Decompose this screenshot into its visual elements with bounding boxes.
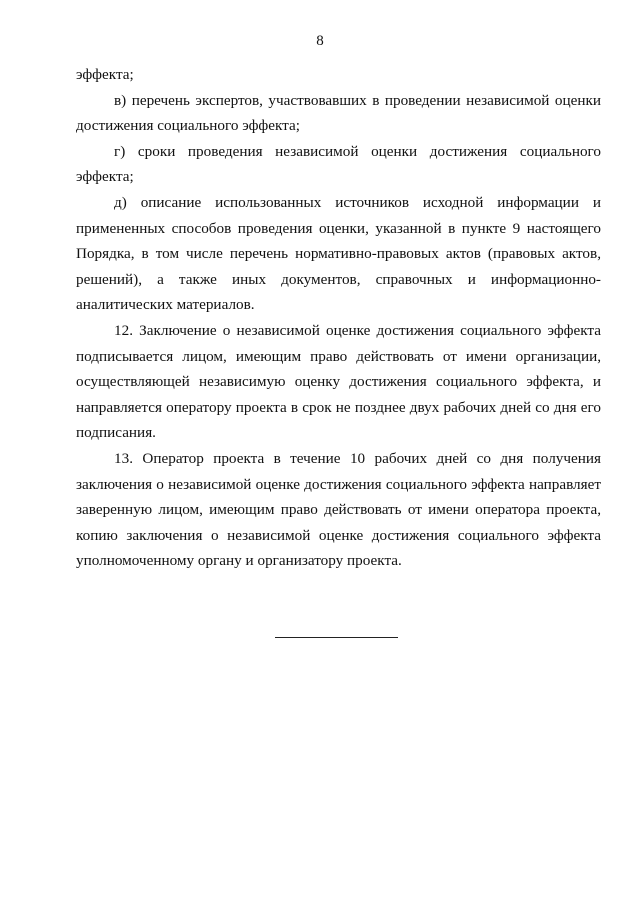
document-body	[76, 62, 601, 574]
paragraph-clause-12: 12. Заключение о независимой оценке достижения социального эффекта подписывается лицом, имеющим право действовать от имени организации, осуществляющей независимую оценку достижения социального эффекта, и направляется оператору проекта в срок не позднее двух рабочих дней со дня его подписания.	[76, 321, 601, 442]
paragraph-clause-13: 13. Оператор проекта в течение 10 рабочих дней со дня получения заключения о независимой оценке достижения социального эффекта направляет заверенную лицом, имеющим право действовать от имени оператора проекта, копию заключения о независимой оценке достижения социального эффекта уполномоченному органу и организатору проекта.	[76, 449, 601, 570]
paragraph-item-g-timeline: г) сроки проведения независимой оценки достижения социального эффекта;	[76, 142, 601, 186]
page-number: 8	[316, 33, 324, 49]
paragraph-item-d-sources: д) описание использованных источников исходной информации и примененных способов проведения оценки, указанной в пункте 9 настоящего Порядка, в том числе перечень нормативно-правовых актов (правовых актов, решений), а также иных документов, справочных и информационно-аналитических материалов.	[76, 193, 601, 314]
paragraph-effect-continuation: эффекта;	[76, 66, 134, 83]
paragraph-item-v-experts: в) перечень экспертов, участвовавших в проведении независимой оценки достижения социального эффекта;	[76, 91, 601, 135]
end-separator-line	[275, 637, 398, 638]
